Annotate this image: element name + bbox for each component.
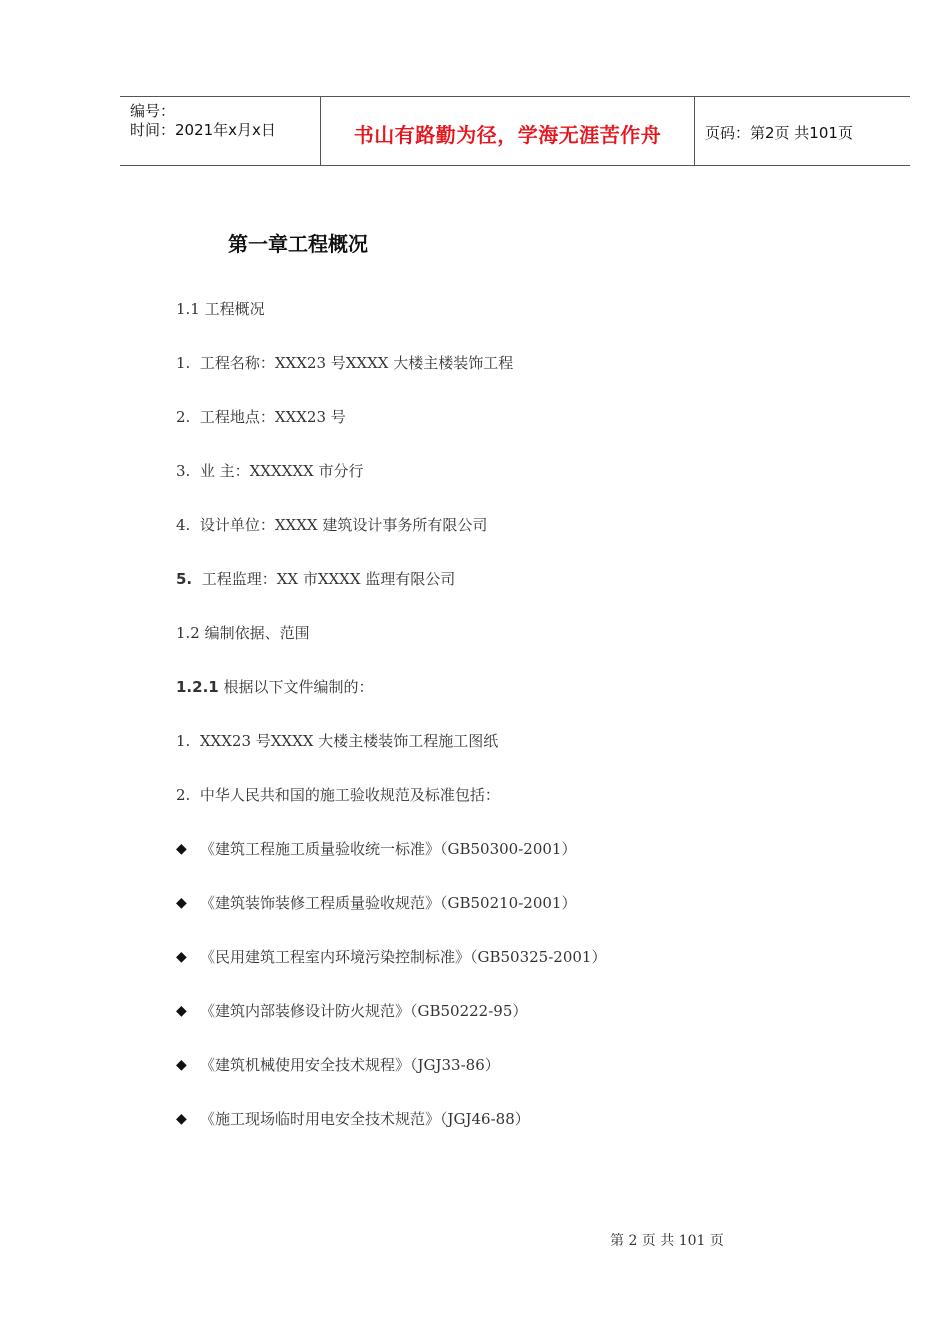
standard-text: 《建筑内部装修设计防火规范》（GB50222-95） bbox=[200, 1002, 528, 1020]
item-number: 4. bbox=[176, 516, 191, 534]
document-header-table bbox=[120, 96, 910, 166]
item-text: 中华人民共和国的施工验收规范及标准包括： bbox=[199, 786, 500, 804]
chapter-title: 第一章工程概况 bbox=[228, 232, 368, 256]
item-text: 业 主：XXXXXX 市分行 bbox=[199, 462, 364, 480]
standard-text: 《建筑机械使用安全技术规程》（JGJ33-86） bbox=[200, 1056, 500, 1074]
standard-list-item bbox=[176, 1054, 500, 1075]
overview-item bbox=[176, 460, 363, 481]
subsection-1-2-1 bbox=[176, 676, 374, 697]
item-text: XXX23 号XXXX 大楼主楼装饰工程施工图纸 bbox=[199, 732, 499, 750]
item-number: 1. bbox=[176, 732, 191, 750]
header-motto-cell bbox=[321, 97, 695, 165]
header-page-cell bbox=[695, 97, 910, 165]
basis-item bbox=[176, 730, 498, 751]
time-label: 时间：2021年x月x日 bbox=[130, 121, 276, 139]
item-text: 工程地点：XXX23 号 bbox=[199, 408, 346, 426]
standard-text: 《施工现场临时用电安全技术规范》（JGJ46-88） bbox=[200, 1110, 530, 1128]
diamond-bullet-icon: ◆ bbox=[176, 894, 187, 911]
item-text: 设计单位：XXXX 建筑设计事务所有限公司 bbox=[199, 516, 488, 534]
standard-text: 《建筑工程施工质量验收统一标准》（GB50300-2001） bbox=[200, 840, 577, 858]
subsection-number: 1.2.1 bbox=[176, 678, 219, 696]
standard-list-item bbox=[176, 1108, 530, 1129]
item-number: 2. bbox=[176, 408, 191, 426]
number-label: 编号： bbox=[130, 102, 176, 120]
page-footer: 第 2 页 共 101 页 bbox=[610, 1233, 724, 1249]
overview-item bbox=[176, 352, 513, 373]
overview-item bbox=[176, 406, 346, 427]
section-heading-1-2: 1.2 编制依据、范围 bbox=[176, 624, 310, 642]
standard-list-item bbox=[176, 838, 576, 859]
diamond-bullet-icon: ◆ bbox=[176, 1056, 187, 1073]
item-number: 3. bbox=[176, 462, 191, 480]
motto-text: 书山有路勤为径，学海无涯苦作舟 bbox=[353, 123, 662, 147]
item-text: 工程名称：XXX23 号XXXX 大楼主楼装饰工程 bbox=[199, 354, 514, 372]
section-heading-1-1: 1.1 工程概况 bbox=[176, 300, 265, 318]
item-text: 工程监理：XX 市XXXX 监理有限公司 bbox=[201, 570, 456, 588]
diamond-bullet-icon: ◆ bbox=[176, 1110, 187, 1127]
standard-list-item bbox=[176, 946, 606, 967]
overview-item bbox=[176, 514, 487, 535]
diamond-bullet-icon: ◆ bbox=[176, 948, 187, 965]
standard-text: 《民用建筑工程室内环境污染控制标准》（GB50325-2001） bbox=[200, 948, 607, 966]
diamond-bullet-icon: ◆ bbox=[176, 840, 187, 857]
overview-item bbox=[176, 568, 455, 589]
diamond-bullet-icon: ◆ bbox=[176, 1002, 187, 1019]
basis-item bbox=[176, 784, 500, 805]
standard-list-item bbox=[176, 892, 576, 913]
header-meta-cell bbox=[120, 97, 321, 165]
item-number: 5. bbox=[176, 570, 193, 588]
item-number: 2. bbox=[176, 786, 191, 804]
standard-list-item bbox=[176, 1000, 527, 1021]
standard-text: 《建筑装饰装修工程质量验收规范》（GB50210-2001） bbox=[200, 894, 577, 912]
item-number: 1. bbox=[176, 354, 191, 372]
page-info: 页码：第2页 共101页 bbox=[705, 124, 853, 142]
subsection-text: 根据以下文件编制的： bbox=[223, 678, 374, 696]
